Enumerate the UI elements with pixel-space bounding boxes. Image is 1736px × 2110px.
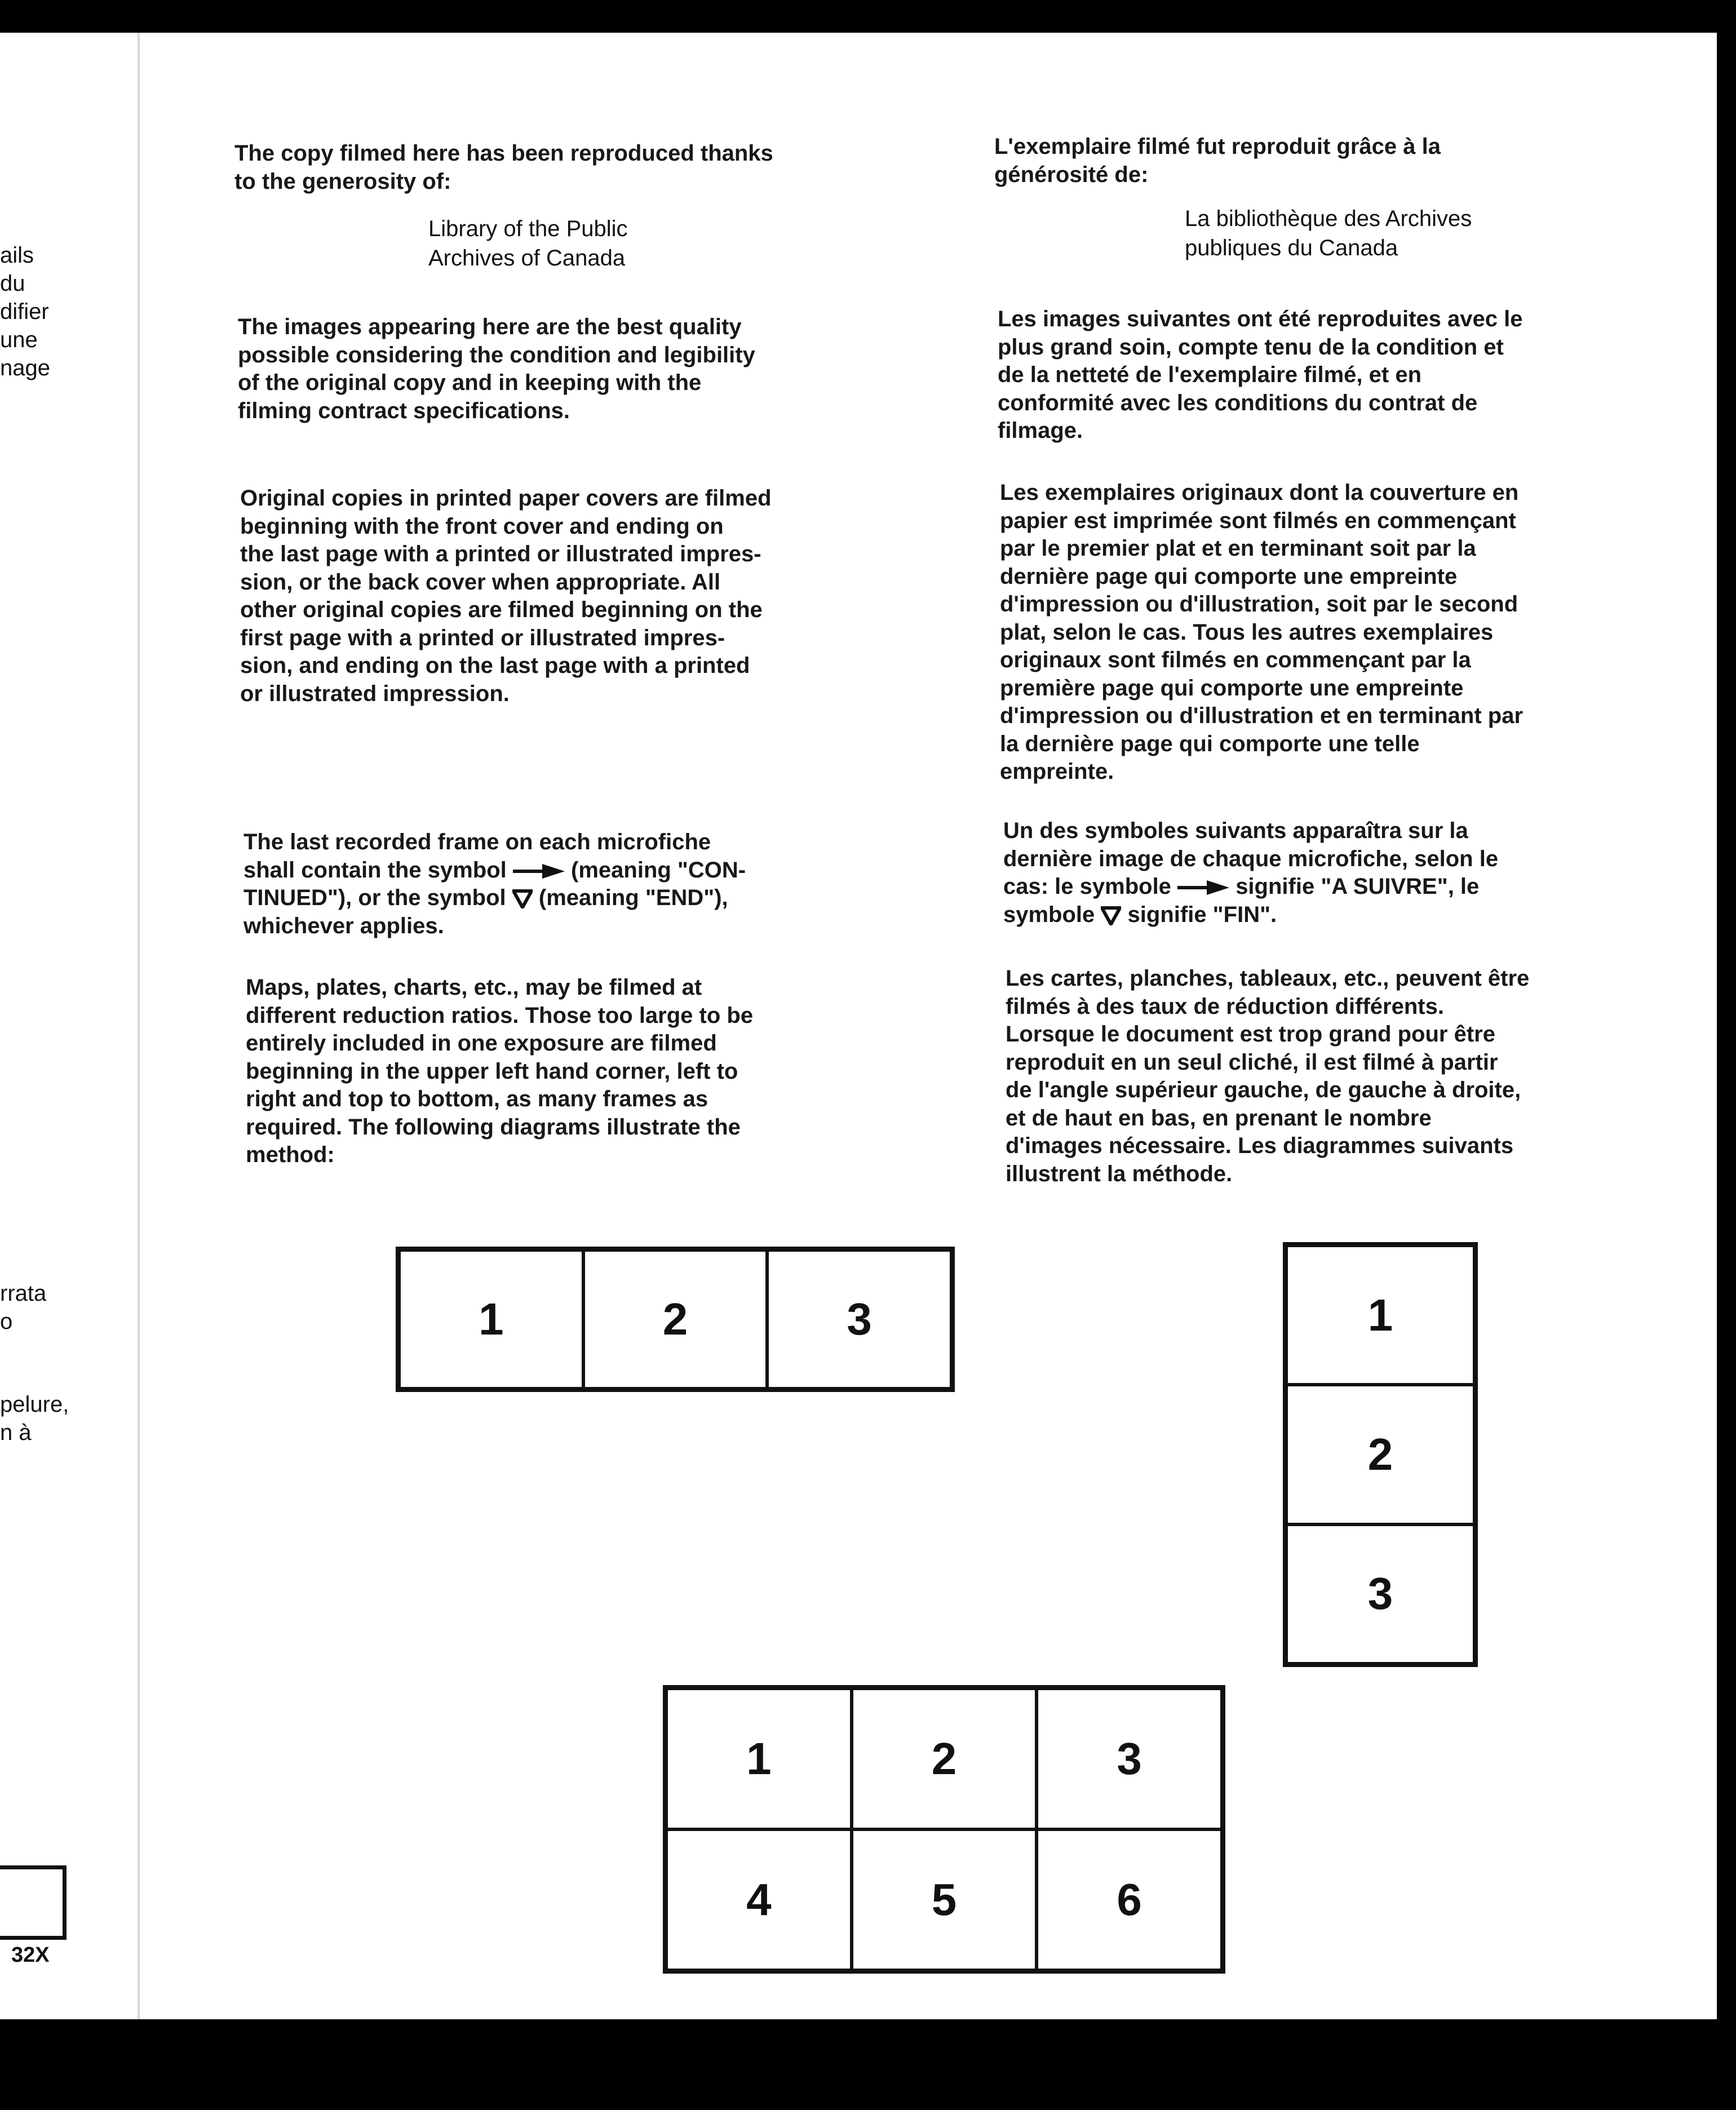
text-segment: symbole [1003, 902, 1095, 927]
text-line: L'exemplaire filmé fut reproduit grâce à la [994, 134, 1441, 159]
text-line: reproduit en un seul cliché, il est filmé à partir [1006, 1049, 1498, 1075]
frame-cell: 5 [852, 1829, 1037, 1970]
margin-fragment: du [0, 271, 25, 296]
frame-cell: 1 [666, 1688, 852, 1829]
text-line: filming contract specifications. [238, 398, 570, 423]
text-line: publiques du Canada [1185, 236, 1398, 260]
text-line: first page with a printed or illustrated impres- [240, 625, 725, 650]
text-line: Maps, plates, charts, etc., may be filmed at [246, 975, 702, 1000]
text-line: par le premier plat et en terminant soit par la [1000, 536, 1476, 561]
text-line: de la netteté de l'exemplaire filmé, et en [998, 362, 1422, 387]
text-line: The copy filmed here has been reproduced thanks [234, 141, 773, 166]
text-segment: signifie "FIN". [1127, 902, 1277, 927]
text-line: Lorsque le document est trop grand pour être [1006, 1022, 1495, 1047]
text-line: right and top to bottom, as many frames as [246, 1087, 708, 1111]
text-line: beginning in the upper left hand corner, left to [246, 1058, 738, 1084]
diagram-vertical [1283, 1242, 1478, 1667]
text-line: d'impression ou d'illustration, soit par le second [1000, 592, 1518, 617]
text-line: filmés à des taux de réduction différents. [1006, 994, 1444, 1019]
end-triangle-icon [512, 889, 533, 908]
text-segment: (meaning "END"), [538, 885, 728, 910]
text-line: sion, and ending on the last page with a printed [240, 653, 750, 678]
text-line: possible considering the condition and legibility [238, 342, 755, 367]
frame-cell: 1 [399, 1250, 583, 1389]
text-line: different reduction ratios. Those too large to be [246, 1003, 754, 1028]
text-line [1003, 901, 1498, 929]
text-line: plat, selon le cas. Tous les autres exemplaires [1000, 619, 1494, 645]
margin-fragment: pelure, [0, 1392, 69, 1417]
text-line: Library of the Public [428, 216, 628, 241]
text-segment: signifie "A SUIVRE", le [1235, 874, 1480, 899]
continued-arrow-icon [1177, 880, 1229, 895]
text-line [243, 857, 746, 885]
margin-fragment: une [0, 327, 38, 352]
en-quality-paragraph [238, 313, 755, 425]
text-line: or illustrated impression. [240, 681, 510, 706]
fr-credit-intro [994, 133, 1441, 189]
text-line: The last recorded frame on each microfiche [243, 830, 711, 854]
text-line: la dernière page qui comporte une telle [1000, 731, 1420, 756]
margin-fragment: difier [0, 299, 49, 324]
text-line: Archives of Canada [428, 246, 626, 271]
text-segment: TINUED"), or the symbol [243, 885, 506, 910]
fr-quality-paragraph [998, 305, 1522, 445]
en-credit-name [428, 214, 628, 273]
text-line: Les images suivantes ont été reproduites avec le [998, 307, 1523, 331]
text-line: empreinte. [1000, 759, 1114, 784]
text-line: et de haut en bas, en prenant le nombre [1006, 1105, 1432, 1131]
margin-fragment: n à [0, 1420, 32, 1445]
text-line: plus grand soin, compte tenu de la condition et [998, 334, 1504, 360]
frame-cell: 3 [767, 1250, 951, 1389]
text-line: sion, or the back cover when appropriate. All [240, 569, 721, 595]
frame-cell: 6 [1037, 1829, 1222, 1970]
text-line: of the original copy and in keeping with the [238, 370, 702, 395]
en-original-paragraph [240, 485, 772, 708]
text-line: method: [246, 1142, 335, 1167]
diagram-horizontal [396, 1247, 955, 1392]
fr-original-paragraph [1000, 479, 1523, 786]
margin-fragment: nage [0, 356, 50, 380]
page-fold [138, 33, 140, 2019]
text-line: La bibliothèque des Archives [1185, 206, 1472, 231]
text-line: filmage. [998, 418, 1083, 443]
margin-fragment: rrata [0, 1281, 47, 1306]
text-segment: shall contain the symbol [243, 857, 507, 883]
resolution-target-box [0, 1865, 67, 1940]
text-line: The images appearing here are the best quality [238, 314, 742, 339]
text-line: Les exemplaires originaux dont la couverture en [1000, 480, 1519, 505]
text-line: entirely included in one exposure are filmed [246, 1031, 717, 1056]
text-line: required. The following diagrams illustrate the [246, 1114, 741, 1140]
text-line: d'images nécessaire. Les diagrammes suivants [1006, 1133, 1514, 1158]
text-line: whichever applies. [243, 913, 444, 938]
text-line: Les cartes, planches, tableaux, etc., peuvent être [1006, 966, 1530, 991]
text-line: to the generosity of: [234, 169, 451, 194]
text-line: papier est imprimée sont filmés en commençant [1000, 508, 1516, 533]
text-line: de l'angle supérieur gauche, de gauche à droite, [1006, 1078, 1521, 1102]
text-line: originaux sont filmés en commençant par la [1000, 648, 1471, 672]
en-symbol-paragraph [243, 828, 746, 940]
en-credit-intro [234, 140, 773, 196]
fr-credit-name [1185, 204, 1472, 263]
text-segment: cas: le symbole [1003, 874, 1171, 899]
end-triangle-icon [1101, 906, 1121, 925]
diagram-grid [663, 1685, 1225, 1974]
text-line [1003, 873, 1498, 901]
text-line: Original copies in printed paper covers are filmed [240, 486, 772, 511]
text-line: première page qui comporte une empreinte [1000, 675, 1464, 701]
frame-cell: 2 [852, 1688, 1037, 1829]
text-line: générosité de: [994, 162, 1149, 187]
frame-cell: 3 [1286, 1524, 1474, 1664]
text-line: other original copies are filmed beginning on the [240, 597, 763, 622]
text-line: d'impression ou d'illustration et en terminant par [1000, 703, 1524, 728]
frame-cell: 2 [1286, 1385, 1474, 1524]
text-segment: (meaning "CON- [571, 857, 746, 883]
text-line: conformité avec les conditions du contrat de [998, 390, 1478, 415]
frame-cell: 3 [1037, 1688, 1222, 1829]
text-line: illustrent la méthode. [1006, 1161, 1233, 1186]
en-maps-paragraph [246, 974, 753, 1169]
margin-fragment: o [0, 1309, 13, 1334]
text-line: dernière image de chaque microfiche, selon le [1003, 846, 1499, 871]
fr-maps-paragraph [1006, 965, 1529, 1188]
frame-cell: 2 [583, 1250, 768, 1389]
text-line: dernière page qui comporte une empreinte [1000, 564, 1458, 589]
text-line [243, 884, 746, 912]
frame-cell: 1 [1286, 1245, 1474, 1385]
text-line: beginning with the front cover and ending on [240, 513, 724, 539]
fr-symbol-paragraph [1003, 817, 1498, 929]
margin-fragment: ails [0, 243, 34, 268]
frame-cell: 4 [666, 1829, 852, 1970]
continued-arrow-icon [513, 864, 565, 879]
text-line: Un des symboles suivants apparaîtra sur la [1003, 818, 1468, 843]
text-line: the last page with a printed or illustrated impres- [240, 542, 761, 566]
resolution-label: 32X [11, 1943, 50, 1967]
